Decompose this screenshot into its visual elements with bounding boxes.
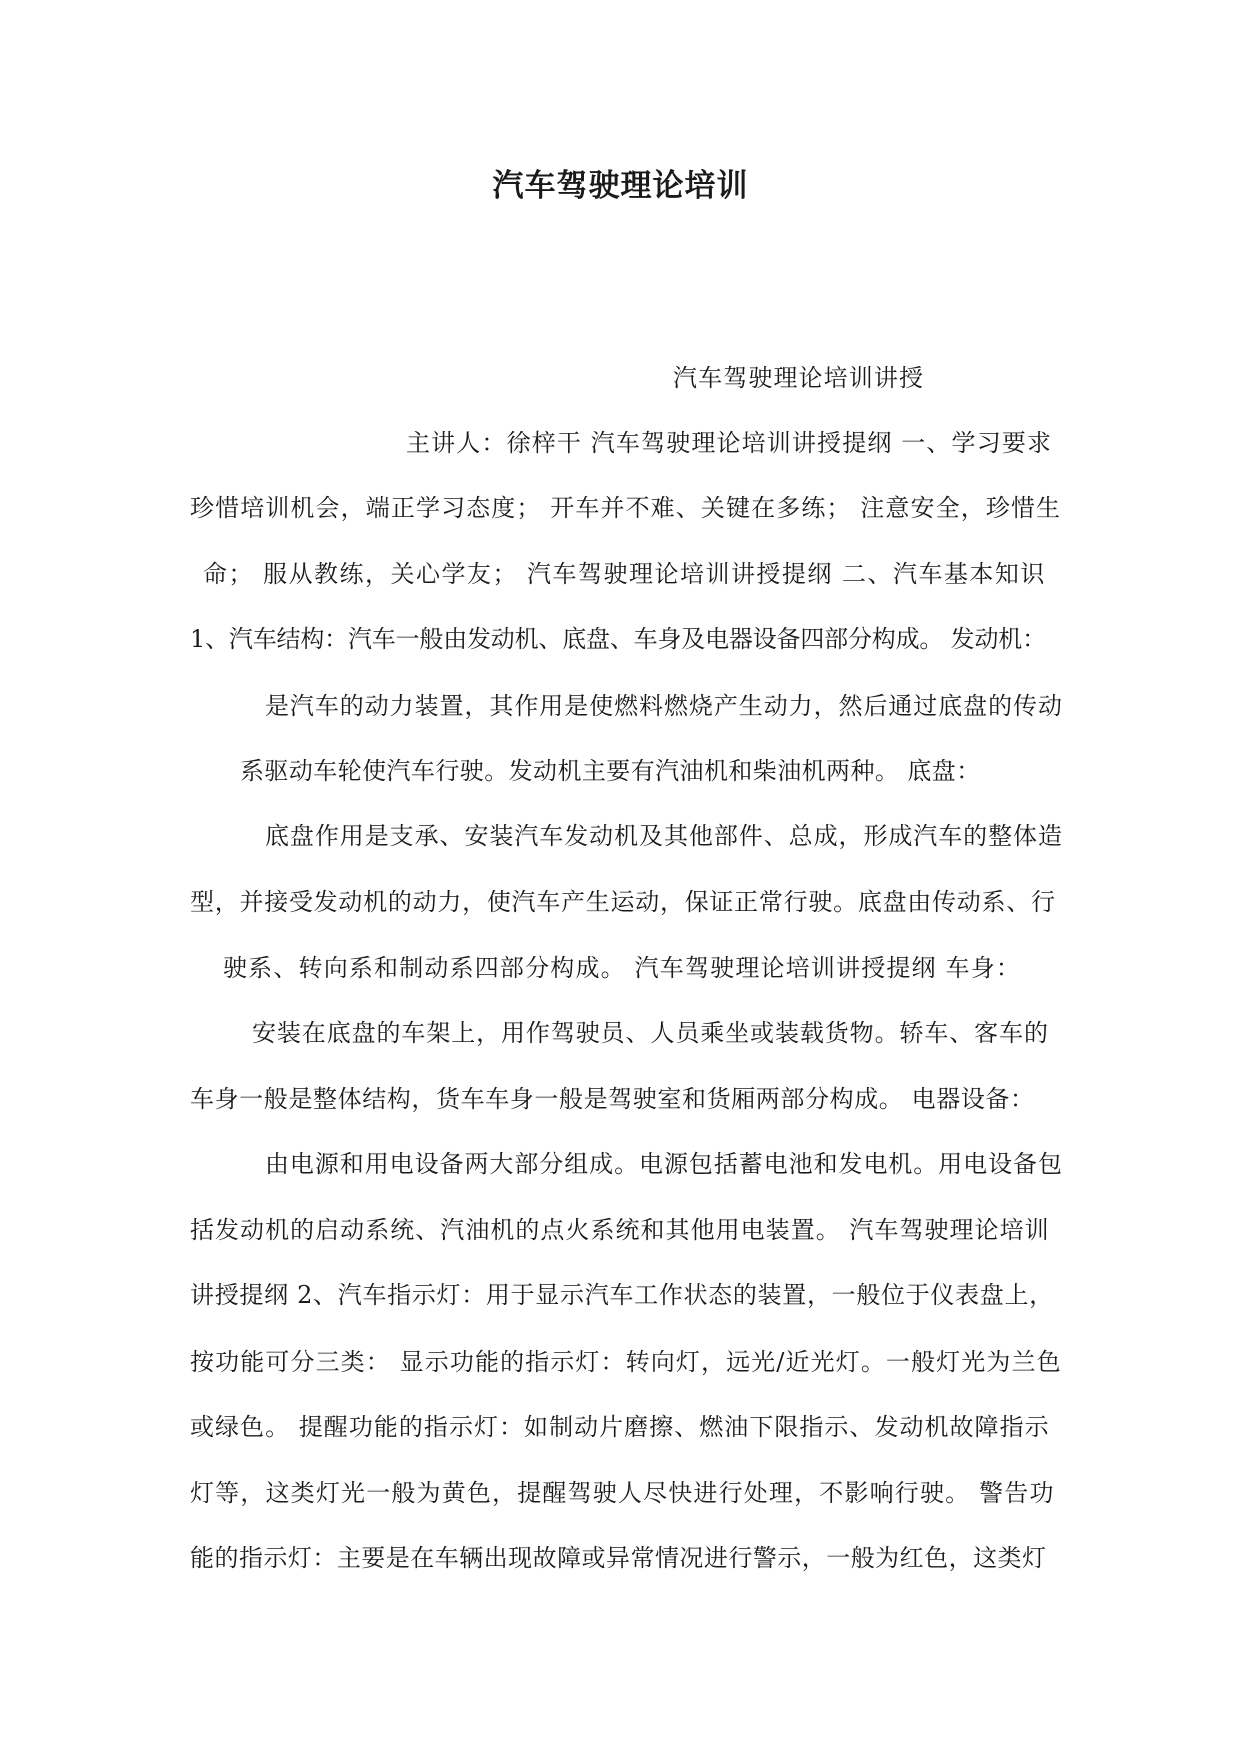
body-line: 系驱动车轮使汽车行驶。发动机主要有汽油机和柴油机两种。 底盘： [240, 757, 981, 785]
body-line: 能的指示灯：主要是在车辆出现故障或异常情况进行警示，一般为红色，这类灯 [190, 1544, 1047, 1572]
body-line: 型，并接受发动机的动力，使汽车产生运动，保证正常行驶。底盘由传动系、行 [190, 888, 1056, 916]
body-line: 讲授提纲 2、汽车指示灯：用于显示汽车工作状态的装置，一般位于仪表盘上， [190, 1281, 1054, 1309]
document-subtitle: 汽车驾驶理论培训讲授 [673, 364, 925, 392]
body-line: 命； 服从教练，关心学友； 汽车驾驶理论培训讲授提纲 二、汽车基本知识 [203, 560, 1046, 588]
body-line: 括发动机的启动系统、汽油机的点火系统和其他用电装置。 汽车驾驶理论培训 [190, 1216, 1050, 1244]
body-line: 1、汽车结构：汽车一般由发动机、底盘、车身及电器设备四部分构成。 发动机： [190, 625, 1046, 653]
body-line: 车身一般是整体结构，货车车身一般是驾驶室和货厢两部分构成。 电器设备： [190, 1085, 1035, 1113]
body-line: 是汽车的动力装置，其作用是使燃料燃烧产生动力，然后通过底盘的传动 [265, 692, 1063, 720]
body-line: 安装在底盘的车架上，用作驾驶员、人员乘坐或装载货物。轿车、客车的 [252, 1019, 1049, 1047]
body-line: 由电源和用电设备两大部分组成。电源包括蓄电池和发电机。用电设备包 [265, 1150, 1063, 1178]
body-line: 灯等，这类灯光一般为黄色，提醒驾驶人尽快进行处理，不影响行驶。 警告功 [190, 1479, 1055, 1507]
body-line: 按功能可分三类： 显示功能的指示灯：转向灯，远光/近光灯。一般灯光为兰色 [190, 1348, 1062, 1376]
body-line: 主讲人：徐梓干 汽车驾驶理论培训讲授提纲 一、学习要求 [406, 429, 1053, 457]
body-line: 驶系、转向系和制动系四部分构成。 汽车驾驶理论培训讲授提纲 车身： [223, 954, 1022, 982]
document-title: 汽车驾驶理论培训 [492, 168, 749, 204]
body-line: 或绿色。 提醒功能的指示灯：如制动片磨擦、燃油下限指示、发动机故障指示 [190, 1413, 1050, 1441]
body-line: 珍惜培训机会，端正学习态度； 开车并不难、关键在多练； 注意安全，珍惜生 [190, 494, 1062, 522]
body-line: 底盘作用是支承、安装汽车发动机及其他部件、总成，形成汽车的整体造 [265, 822, 1063, 850]
